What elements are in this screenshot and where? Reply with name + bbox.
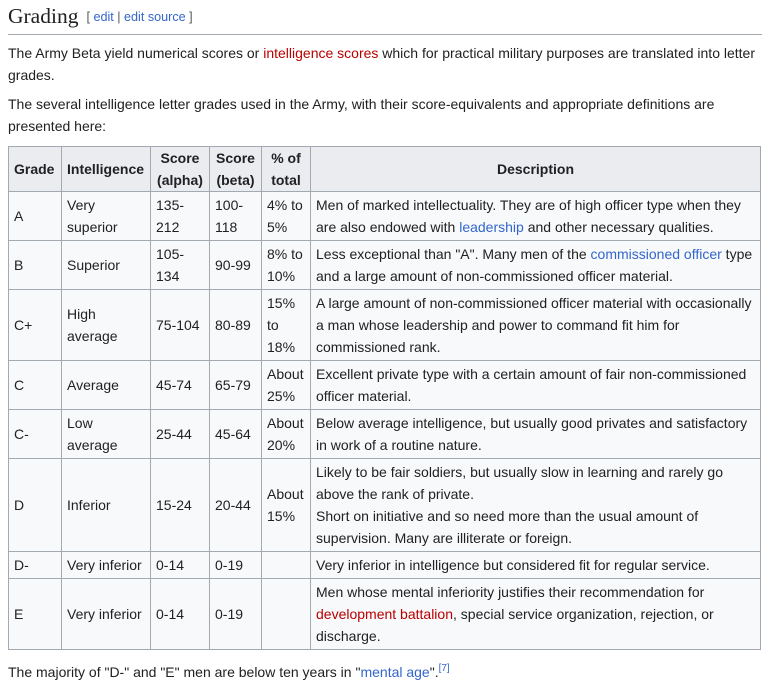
cell-intelligence: Very superior: [62, 192, 151, 241]
cell-grade: D: [9, 459, 62, 552]
cell-score-beta: 100- 118: [210, 192, 262, 241]
intro-paragraph-1: The Army Beta yield numerical scores or intelligence scores which for practical military purposes are translated into letter grades.: [8, 45, 755, 83]
cell-percent: About 25%: [262, 361, 311, 410]
cell-grade: C-: [9, 410, 62, 459]
cell-description: Very inferior in intelligence but considered fit for regular service.: [311, 552, 761, 579]
cell-score-alpha: 25-44: [151, 410, 210, 459]
cell-percent: [262, 579, 311, 650]
cell-score-beta: 0-19: [210, 552, 262, 579]
mental-age-link[interactable]: mental age: [360, 664, 430, 680]
edit-source-link[interactable]: edit source: [124, 10, 186, 24]
footer-paragraph: The majority of "D-" and "E" men are below ten years in "mental age".[7]: [8, 663, 450, 680]
cell-score-alpha: 135- 212: [151, 192, 210, 241]
header-grade: Grade: [9, 147, 62, 192]
reference-7-link[interactable]: [7]: [438, 663, 450, 674]
cell-score-beta: 80-89: [210, 290, 262, 361]
cell-score-beta: 45-64: [210, 410, 262, 459]
cell-score-beta: 65-79: [210, 361, 262, 410]
cell-description: Likely to be fair soldiers, but usually slow in learning and rarely go above the rank of private. Short on initiative and so need more than the usual amount of supervision. Many are illiterate or foreign.: [311, 459, 761, 552]
cell-description: Below average intelligence, but usually good privates and satisfactory in work of a routine nature.: [311, 410, 761, 459]
table-row: [9, 410, 761, 459]
grading-table: [8, 146, 761, 650]
table-row: [9, 579, 761, 650]
cell-intelligence: Very inferior: [62, 552, 151, 579]
table-row: [9, 290, 761, 361]
cell-score-alpha: 0-14: [151, 552, 210, 579]
cell-grade: C+: [9, 290, 62, 361]
edit-section-links: [ edit | edit source ]: [86, 10, 193, 24]
cell-score-alpha: 75-104: [151, 290, 210, 361]
cell-percent: 4% to 5%: [262, 192, 311, 241]
header-intelligence: Intelligence: [62, 147, 151, 192]
cell-intelligence: Inferior: [62, 459, 151, 552]
cell-percent: About 15%: [262, 459, 311, 552]
cell-intelligence: Low average: [62, 410, 151, 459]
cell-score-beta: 20-44: [210, 459, 262, 552]
cell-grade: D-: [9, 552, 62, 579]
table-row: [9, 192, 761, 241]
header-description: Description: [311, 147, 761, 192]
cell-percent: About 20%: [262, 410, 311, 459]
cell-score-alpha: 105- 134: [151, 241, 210, 290]
header-score-alpha: Score (alpha): [151, 147, 210, 192]
development-battalion-link[interactable]: development battalion: [316, 606, 453, 622]
intelligence-scores-link[interactable]: intelligence scores: [263, 45, 379, 61]
cell-score-alpha: 0-14: [151, 579, 210, 650]
cell-description: Less exceptional than "A". Many men of the commissioned officer type and a large amount of non-commissioned officer material.: [311, 241, 761, 290]
cell-percent: 15% to 18%: [262, 290, 311, 361]
table-row: [9, 552, 761, 579]
cell-score-beta: 0-19: [210, 579, 262, 650]
cell-description: Men of marked intellectuality. They are of high officer type when they are also endowed with leadership and other necessary qualities.: [311, 192, 761, 241]
cell-score-beta: 90-99: [210, 241, 262, 290]
intro-paragraph-2: The several intelligence letter grades used in the Army, with their score-equivalents and appropriate definitions are presented here:: [8, 96, 715, 134]
cell-intelligence: Very inferior: [62, 579, 151, 650]
cell-percent: 8% to 10%: [262, 241, 311, 290]
table-row: [9, 459, 761, 552]
cell-score-alpha: 45-74: [151, 361, 210, 410]
cell-intelligence: Average: [62, 361, 151, 410]
cell-intelligence: High average: [62, 290, 151, 361]
cell-description: Men whose mental inferiority justifies their recommendation for development battalion, special service organization, rejection, or discharge.: [311, 579, 761, 650]
table-header-row: [9, 147, 761, 192]
cell-grade: B: [9, 241, 62, 290]
cell-grade: A: [9, 192, 62, 241]
edit-link[interactable]: edit: [93, 10, 114, 24]
commissioned-officer-link[interactable]: commissioned officer: [590, 246, 722, 262]
cell-description: Excellent private type with a certain amount of fair non-commissioned officer material.: [311, 361, 761, 410]
table-row: [9, 361, 761, 410]
cell-grade: C: [9, 361, 62, 410]
section-heading: [8, 2, 762, 35]
cell-description: A large amount of non-commissioned officer material with occasionally a man whose leadership and power to command fit him for commissioned rank.: [311, 290, 761, 361]
cell-percent: [262, 552, 311, 579]
cell-grade: E: [9, 579, 62, 650]
cell-score-alpha: 15-24: [151, 459, 210, 552]
header-percent-total: % of total: [262, 147, 311, 192]
cell-intelligence: Superior: [62, 241, 151, 290]
section-title: Grading: [8, 4, 79, 28]
table-row: [9, 241, 761, 290]
leadership-link[interactable]: leadership: [459, 219, 524, 235]
header-score-beta: Score (beta): [210, 147, 262, 192]
